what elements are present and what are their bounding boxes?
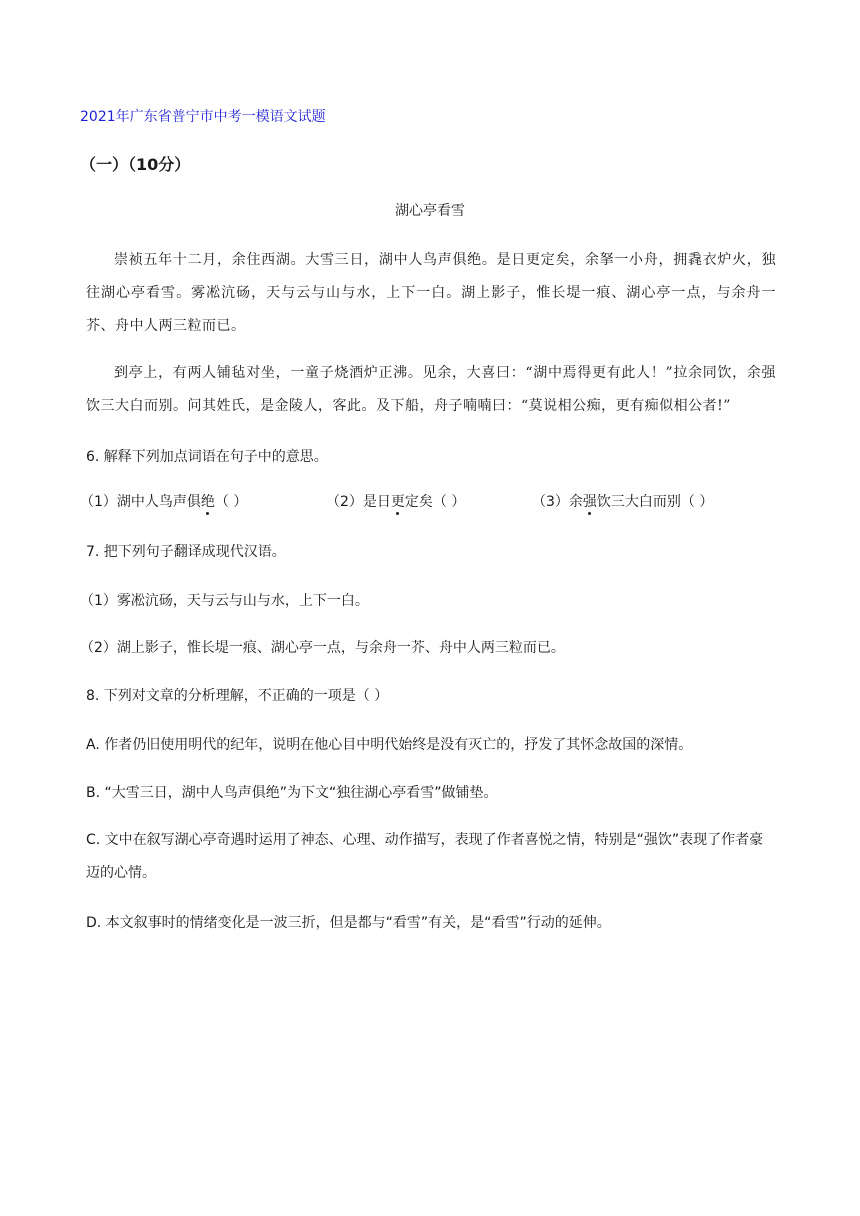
question-8-option-b: B. “大雪三日，湖中人鸟声俱绝”为下文“独往湖心亭看雪”做铺垫。 [86, 785, 498, 801]
question-8-option-c: C. 文中在叙写湖心亭奇遇时运用了神态、心理、动作描写，表现了作者喜悦之情，特别是“强饮”表现了作者豪迈的心情。 [86, 832, 764, 881]
question-7-sentence-2: （2）湖上影子，惟长堤一痕、湖心亭一点，与余舟一芥、舟中人两三粒而已。 [80, 640, 565, 656]
question-6-stem: 6. 解释下列加点词语在句子中的意思。 [86, 449, 328, 465]
section-heading: （一）（10分） [80, 155, 191, 174]
document-title-link[interactable]: 2021年广东省普宁市中考一模语文试题 [80, 109, 326, 125]
question-8-stem: 8. 下列对文章的分析理解，不正确的一项是（ ） [86, 688, 389, 704]
question-6-item-3: （3）余强饮三大白而别（ ） [532, 494, 714, 510]
question-7-sentence-1: （1）雾凇沆砀，天与云与山与水，上下一白。 [80, 593, 369, 609]
passage-paragraph-1: 崇祯五年十二月，余住西湖。大雪三日，湖中人鸟声俱绝。是日更定矣，余拏一小舟，拥毳衣炉火，独往湖心亭看雪。雾凇沆砀，天与云与山与水，上下一白。湖上影子，惟长堤一痕、湖心亭一点，与余舟一芥、舟中人两三粒而已。 [86, 252, 776, 334]
question-8-option-d: D. 本文叙事时的情绪变化是一波三折，但是都与“看雪”有关，是“看雪”行动的延伸。 [86, 915, 611, 931]
question-7-stem: 7. 把下列句子翻译成现代汉语。 [86, 544, 286, 560]
passage-paragraph-2: 到亭上，有两人铺毡对坐，一童子烧酒炉正沸。见余，大喜曰：“湖中焉得更有此人！”拉余同饮，余强饮三大白而别。问其姓氏，是金陵人，客此。及下船，舟子喃喃曰：“莫说相公痴，更有痴似相公者!” [86, 365, 776, 414]
passage-title: 湖心亭看雪 [395, 203, 465, 219]
emphasis-dot-mark: 强 [582, 494, 597, 510]
emphasis-dot-mark: 绝 [200, 494, 215, 510]
question-6-item-1: （1）湖中人鸟声俱绝（ ） [80, 494, 248, 510]
question-8-option-a: A. 作者仍旧使用明代的纪年，说明在他心目中明代始终是没有灭亡的，抒发了其怀念故国的深情。 [86, 737, 693, 753]
question-6-item-2: （2）是日更定矣（ ） [326, 494, 466, 510]
emphasis-dot-mark: 更 [390, 494, 405, 510]
